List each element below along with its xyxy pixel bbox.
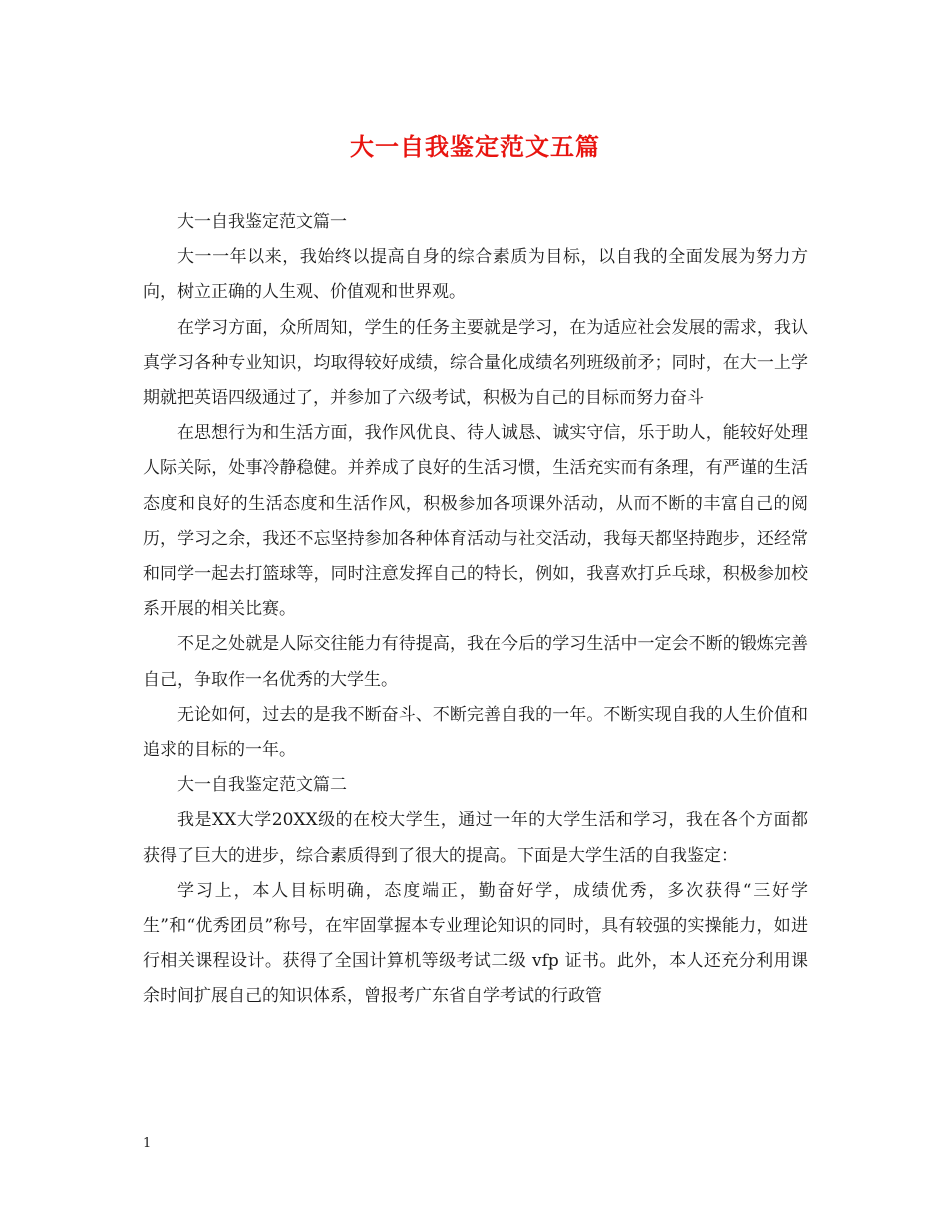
section-heading-1: 大一自我鉴定范文篇一 bbox=[177, 212, 347, 232]
document-title: 大一自我鉴定范文五篇 bbox=[350, 132, 600, 161]
document-body bbox=[143, 205, 808, 1015]
paragraph: 不足之处就是人际交往能力有待提高，我在今后的学习生活中一定会不断的锻炼完善自己，争取作一名优秀的大学生。 bbox=[143, 634, 808, 690]
paragraph: 在学习方面，众所周知，学生的任务主要就是学习，在为适应社会发展的需求，我认真学习各种专业知识，均取得较好成绩，综合量化成绩名列班级前矛；同时，在大一上学期就把英语四级通过了，并参加了六级考试，积极为自己的目标而努力奋斗 bbox=[143, 317, 808, 409]
page-number: 1 bbox=[143, 1136, 152, 1151]
paragraph: 我是XX大学20XX级的在校大学生，通过一年的大学生活和学习，我在各个方面都获得了巨大的进步，综合素质得到了很大的提高。下面是大学生活的自我鉴定： bbox=[143, 810, 808, 866]
paragraph: 在思想行为和生活方面，我作风优良、待人诚恳、诚实守信，乐于助人，能较好处理人际关际，处事冷静稳健。并养成了良好的生活习惯，生活充实而有条理，有严谨的生活态度和良好的生活态度和生活作风，积极参加各项课外活动，从而不断的丰富自己的阅历，学习之余，我还不忘坚持参加各种体育活动与社交活动，我每天都坚持跑步，还经常和同学一起去打篮球等，同时注意发挥自己的特长，例如，我喜欢打乒乓球，积极参加校系开展的相关比赛。 bbox=[143, 423, 808, 620]
section-heading-2: 大一自我鉴定范文篇二 bbox=[177, 775, 347, 796]
paragraph: 学习上，本人目标明确，态度端正，勤奋好学，成绩优秀，多次获得“三好学生”和“优秀团员”称号，在牢固掌握本专业理论知识的同时，具有较强的实操能力，如进行相关课程设计。获得了全国计算机等级考试二级 vfp 证书。此外，本人还充分利用课余时间扩展自己的知识体系，曾报考广东省自学考试的行政管 bbox=[143, 880, 808, 1007]
paragraph: 无论如何，过去的是我不断奋斗、不断完善自我的一年。不断实现自我的人生价值和追求的目标的一年。 bbox=[143, 704, 808, 761]
paragraph: 大一一年以来，我始终以提高自身的综合素质为目标，以自我的全面发展为努力方向，树立正确的人生观、价值观和世界观。 bbox=[143, 247, 808, 303]
